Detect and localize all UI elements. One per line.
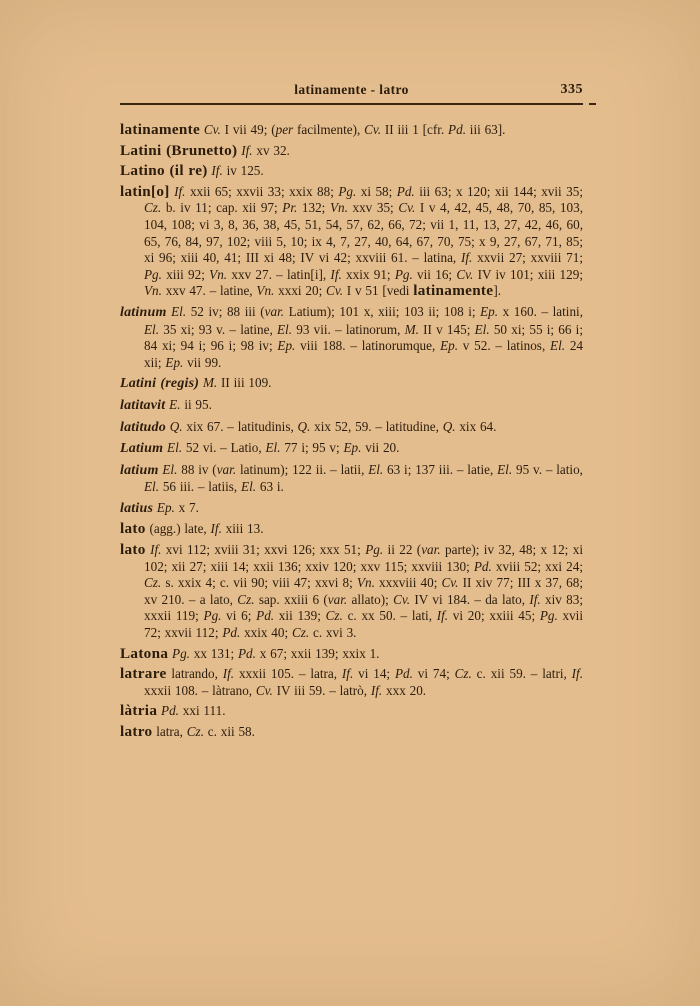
index-entry: latitavit E. ii 95. [120, 396, 212, 413]
work-abbreviation: If. [341, 666, 354, 682]
entry-headword: latinum [120, 304, 167, 320]
work-abbreviation: Pr. [282, 200, 298, 216]
work-abbreviation: El. [144, 479, 160, 495]
work-abbreviation: Pd. [238, 645, 256, 661]
entry-headword: Latini (Brunetto) [120, 141, 238, 159]
work-abbreviation: If. [461, 250, 473, 266]
index-entry: Latona Pg. xx 131; Pd. x 67; xxii 139; xxix 1. [120, 644, 380, 662]
work-abbreviation: Cv. [255, 682, 273, 698]
work-abbreviation: Q. [442, 418, 456, 434]
work-abbreviation: If. [211, 163, 223, 179]
entry-headword: latitavit [120, 397, 166, 413]
entry-headword: latitudo [120, 419, 166, 435]
index-entry: latinamente Cv. I vii 49; (per facilmente), Cv. II iii 1 [cfr. Pd. iii 63]. [120, 121, 506, 138]
work-abbreviation: M. [404, 321, 419, 337]
work-abbreviation: Cz. [144, 200, 162, 216]
entry-headword: latium [120, 462, 159, 478]
work-abbreviation: If. [222, 666, 235, 682]
work-abbreviation: Pg. [172, 645, 190, 661]
work-abbreviation: Ep. [156, 499, 175, 515]
index-entry: lato (agg.) late, If. xiii 13. [120, 520, 264, 538]
work-abbreviation: Vn. [356, 575, 375, 591]
work-abbreviation: Cz. [325, 608, 343, 624]
work-abbreviation: Q. [169, 418, 183, 434]
work-abbreviation: var. [216, 461, 237, 477]
running-head: latinamente - latro [294, 82, 409, 97]
work-abbreviation: If. [150, 542, 162, 558]
work-abbreviation: Pg. [338, 183, 357, 199]
work-abbreviation: El. [497, 461, 513, 477]
work-abbreviation: Pd. [394, 666, 413, 682]
index-entry: latrare latrando, If. xxxii 105. – latra, If. vi 14; Pd. vi 74; Cz. c. xii 59. – latri, If. xxxii 108. – làtrano, Cv. IV iii 59. – latrò, If. xxx 20. [120, 665, 584, 698]
entry-headword: Latini (regis) [120, 376, 200, 392]
index-entry: latius Ep. x 7. [120, 499, 199, 516]
work-abbreviation: Pg. [539, 608, 558, 624]
work-abbreviation: El. [144, 321, 160, 337]
work-abbreviation: Vn. [256, 283, 275, 299]
work-abbreviation: Cv. [326, 283, 343, 299]
work-abbreviation: If. [330, 266, 342, 282]
entry-headword: latius [120, 500, 154, 516]
work-abbreviation: Ep. [343, 440, 362, 456]
index-entries [120, 122, 583, 741]
work-abbreviation: Cv. [203, 122, 221, 137]
work-abbreviation: var. [264, 303, 285, 319]
work-abbreviation: If. [241, 142, 253, 158]
work-abbreviation: Pd. [161, 703, 179, 719]
work-abbreviation: Vn. [144, 283, 162, 299]
work-abbreviation: If. [529, 591, 541, 607]
page-header [120, 82, 583, 99]
work-abbreviation: Cz. [144, 575, 162, 591]
work-abbreviation: Pg. [203, 608, 222, 624]
work-abbreviation: Cz. [237, 591, 255, 607]
work-abbreviation: var. [421, 542, 441, 558]
work-abbreviation: El. [474, 321, 490, 337]
work-abbreviation: Pg. [394, 266, 413, 282]
index-entry: latinum El. 52 iv; 88 iii (var. Latium); 101 x, xiii; 103 ii; 108 i; Ep. x 160. – latini, El. 35 xi; 93 v. – latine, El. 93 vii. – latinorum, M. II v 145; El. 50 xi; 55 i; 66 i; 84 xi; 94 i; 96 i; 98 iv; Ep. viii 188. – latinorumque, Ep. v 52. – latinos, El. 24 xii; Ep. vii 99. [120, 303, 584, 370]
work-abbreviation: var. [327, 591, 348, 607]
work-abbreviation: Cv. [441, 575, 459, 591]
work-abbreviation: Ep. [480, 303, 499, 319]
work-abbreviation: E. [169, 396, 181, 412]
index-entry: latium El. 88 iv (var. latinum); 122 ii. – latii, El. 63 i; 137 iii. – latie, El. 95 v. – latio, El. 56 iii. – latiis, El. 63 i. [120, 461, 583, 495]
index-entry: Latini (Brunetto) If. xv 32. [120, 141, 290, 159]
work-abbreviation: Pg. [144, 266, 162, 282]
work-abbreviation: per [275, 122, 294, 137]
work-abbreviation: Vn. [209, 266, 228, 282]
index-entry: latro latra, Cz. c. xii 58. [120, 723, 255, 740]
work-abbreviation: Cv. [398, 200, 416, 216]
work-abbreviation: El. [162, 461, 178, 477]
work-abbreviation: Pg. [365, 542, 384, 558]
entry-headword: latro [120, 723, 153, 740]
work-abbreviation: Q. [297, 418, 311, 434]
work-abbreviation: Cv. [393, 591, 411, 607]
work-abbreviation: If. [210, 521, 222, 537]
work-abbreviation: Cz. [291, 625, 310, 641]
entry-headword: làtria [120, 702, 158, 720]
text-block [120, 82, 583, 745]
work-abbreviation: El. [550, 338, 566, 354]
work-abbreviation: El. [171, 303, 187, 319]
work-abbreviation: Vn. [329, 200, 348, 216]
entry-headword: Latona [120, 644, 169, 662]
work-abbreviation: El. [368, 461, 384, 477]
index-entry: Latini (regis) M. II iii 109. [120, 375, 272, 392]
work-abbreviation: Cz. [186, 724, 204, 739]
work-abbreviation: Pd. [222, 625, 241, 641]
index-entry: Latium El. 52 vi. – Latio, El. 77 i; 95 v; Ep. vii 20. [120, 440, 400, 457]
work-abbreviation: Cv. [456, 266, 474, 282]
work-abbreviation: Ep. [165, 354, 184, 370]
entry-headword: latin[o] [120, 182, 170, 200]
work-abbreviation: If. [436, 608, 449, 624]
index-entry: lato If. xvi 112; xviii 31; xxvi 126; xxx 51; Pg. ii 22 (var. parte); iv 32, 48; x 12; xi 102; xii 27; xiii 14; xxii 136; xxiv 120; xxv 115; xxviii 130; Pd. xviii 52; xxi 24; Cz. s. xxix 4; c. vii 90; viii 47; xxvi 8; Vn. xxxviii 40; Cv. II xiv 77; III x 37, 68; xv 210. – a lato, Cz. sap. xxiii 6 (var. allato); Cv. IV vi 184. – da lato, If. xiv 83; xxxii 119; Pg. vi 6; Pd. xii 139; Cz. c. xx 50. – lati, If. vi 20; xxiii 45; Pg. xvii 72; xxvii 112; Pd. xxix 40; Cz. c. xvi 3. [120, 541, 584, 641]
work-abbreviation: If. [571, 666, 584, 682]
entry-headword: lato [120, 541, 146, 559]
index-entry: Latino (il re) If. iv 125. [120, 162, 264, 180]
work-abbreviation: Pd. [256, 608, 275, 624]
work-abbreviation: M. [202, 375, 218, 391]
entry-headword: latrare [120, 665, 167, 683]
entry-bold-text: latinamente [413, 282, 494, 300]
entry-headword: latinamente [120, 121, 201, 138]
work-abbreviation: El. [167, 440, 183, 456]
entry-headword: Latino (il re) [120, 162, 208, 180]
entry-headword: lato [120, 520, 146, 538]
work-abbreviation: Ep. [277, 338, 296, 354]
work-abbreviation: Cz. [454, 666, 472, 682]
work-abbreviation: Ep. [440, 338, 459, 354]
work-abbreviation: Pd. [448, 122, 466, 137]
work-abbreviation: El. [241, 479, 257, 495]
work-abbreviation: Cv. [364, 122, 382, 137]
work-abbreviation: El. [277, 321, 293, 337]
work-abbreviation: If. [174, 183, 186, 199]
work-abbreviation: Pd. [473, 558, 492, 574]
work-abbreviation: Pd. [396, 183, 415, 199]
index-entry: latitudo Q. xix 67. – latitudinis, Q. xix 52, 59. – latitudine, Q. xix 64. [120, 418, 497, 435]
work-abbreviation: El. [265, 440, 281, 456]
header-rule [120, 103, 583, 105]
index-entry: làtria Pd. xxi 111. [120, 702, 226, 720]
work-abbreviation: If. [370, 682, 383, 698]
entry-headword: Latium [120, 441, 164, 457]
index-entry: latin[o] If. xxii 65; xxvii 33; xxix 88; Pg. xi 58; Pd. iii 63; x 120; xii 144; xvii 35; Cz. b. iv 11; cap. xii 97; Pr. 132; Vn. xxv 35; Cv. I v 4, 42, 45, 48, 70, 85, 103, 104, 108; vi 3, 8, 36, 38, 45, 51, 54, 57, 62, 66, 72; vii 1, 11, 13, 27, 42, 46, 60, 65, 76, 84, 97, 102; viii 5, 10; ix 4, 7, 27, 40, 64, 67, 70, 75; x 9, 27, 67, 71, 85; xi 96; xiii 40, 41; III xi 48; IV vi 42; xxviii 61. – latina, If. xxvii 27; xxviii 71; Pg. xiii 92; Vn. xxv 27. – latin[i], If. xxix 91; Pg. vii 16; Cv. IV iv 101; xiii 129; Vn. xxv 47. – latine, Vn. xxxi 20; Cv. I v 51 [vedi latinamente]. [120, 182, 584, 300]
page-number: 335 [560, 82, 583, 97]
